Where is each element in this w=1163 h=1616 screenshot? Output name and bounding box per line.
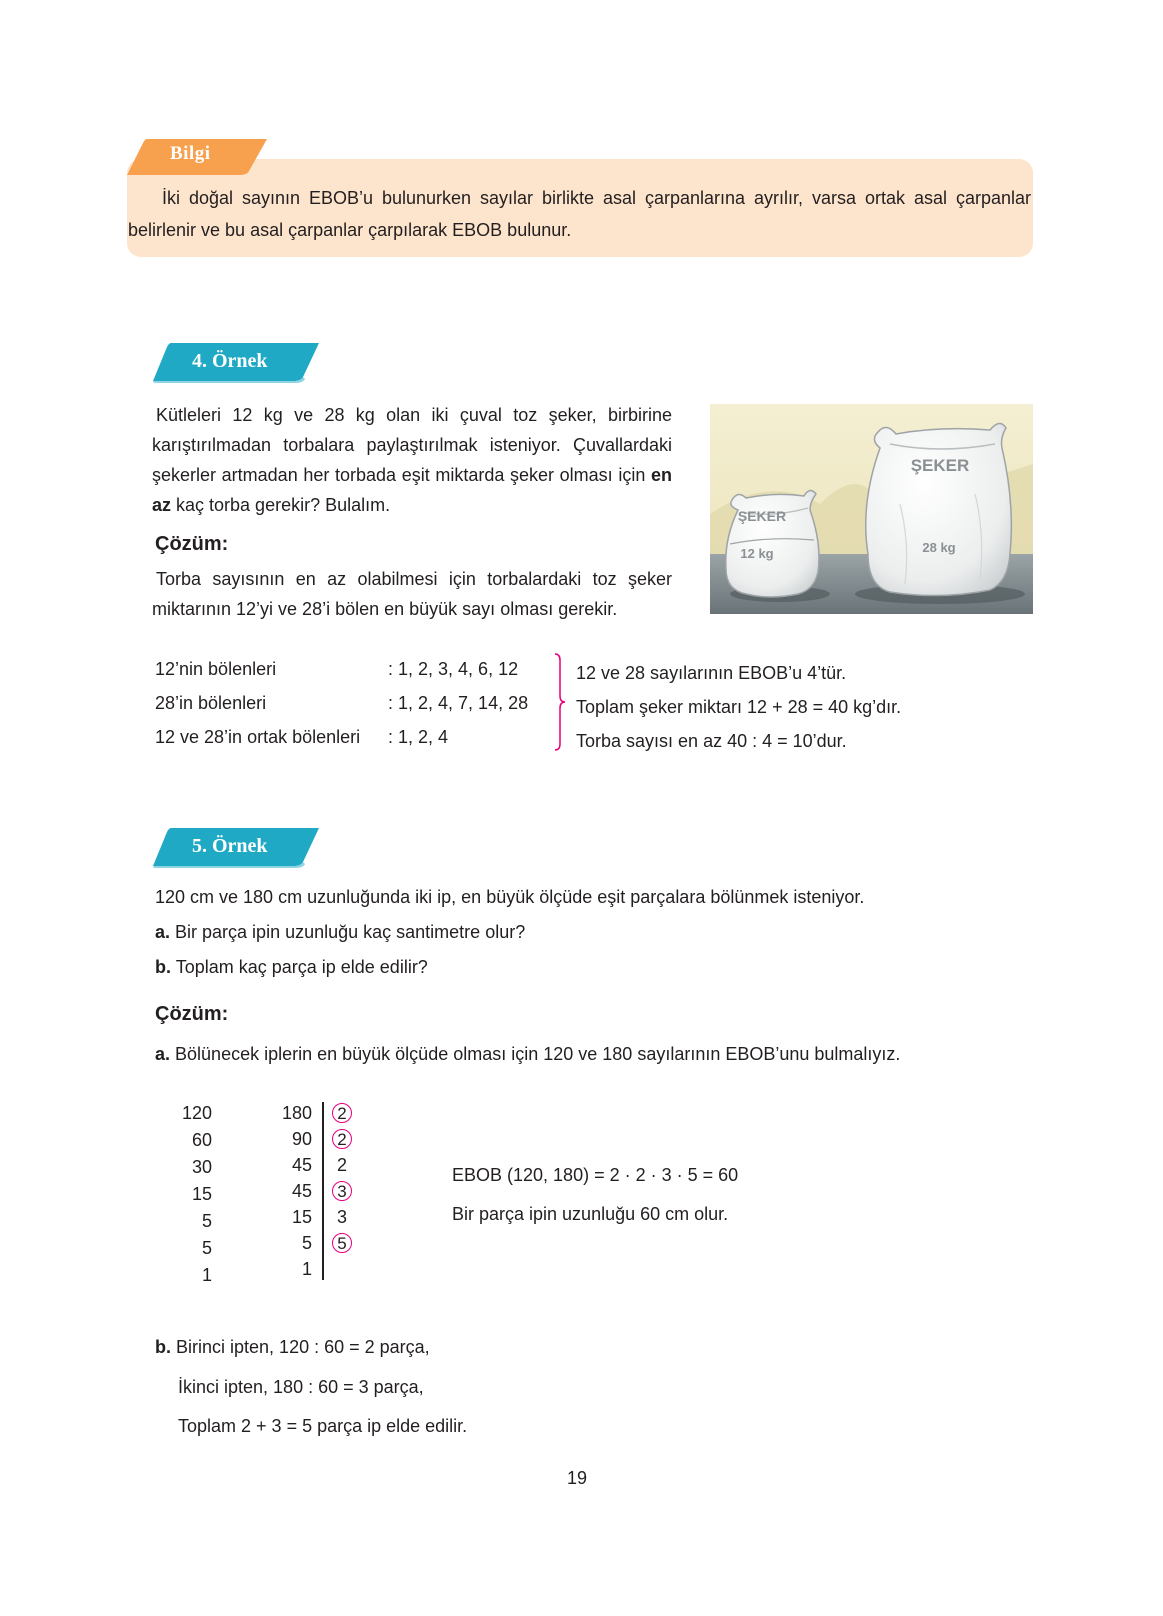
page-number: 19 xyxy=(567,1468,588,1488)
factor: 2 xyxy=(336,1155,347,1175)
solution-b-line-2: İkinci ipten, 180 : 60 = 3 parça, xyxy=(178,1377,424,1397)
example5-solution-title: Çözüm: xyxy=(155,1003,229,1025)
ladder-cell: 1 xyxy=(301,1259,312,1279)
common-divisor-values: : 1, 2, 4 xyxy=(388,727,449,747)
divisor-label-28: 28’in bölenleri xyxy=(155,693,267,713)
info-tab-label: Bilgi xyxy=(170,143,211,164)
ladder-cell: 15 xyxy=(191,1184,212,1204)
divisor-values-12: : 1, 2, 3, 4, 6, 12 xyxy=(388,659,519,679)
solution-a: a. Bölünecek iplerin en büyük ölçüde olması için 120 ve 180 sayılarının EBOB’unu bulmalıyız. xyxy=(155,1044,901,1064)
emphasis-en-az: en az xyxy=(152,465,672,515)
factor-circled: 2 xyxy=(332,1129,352,1149)
example4-solution-text: Torba sayısının en az olabilmesi için torbalardaki toz şeker miktarının 12’yi ve 28’i bölen en büyük sayı olması gerekir. xyxy=(152,569,672,619)
pink-brace xyxy=(553,652,567,752)
example4-tab-label: 4. Örnek xyxy=(192,350,268,372)
question-a: a. Bir parça ipin uzunluğu kaç santimetre olur? xyxy=(155,922,526,942)
divisor-values-28: : 1, 2, 4, 7, 14, 28 xyxy=(388,693,529,713)
ladder-cell: 1 xyxy=(201,1265,212,1285)
total-sugar: Toplam şeker miktarı 12 + 28 = 40 kg’dır. xyxy=(576,697,902,717)
example5-tab-label: 5. Örnek xyxy=(192,835,268,857)
big-sack-label: ŞEKER xyxy=(910,456,970,475)
ebob-result-4: 12 ve 28 sayılarının EBOB’u 4’tür. xyxy=(576,663,847,683)
sugar-sacks-illustration xyxy=(710,404,1033,614)
piece-length: Bir parça ipin uzunluğu 60 cm olur. xyxy=(452,1204,729,1224)
example5-problem: 120 cm ve 180 cm uzunluğunda iki ip, en büyük ölçüde eşit parçalara bölünmek isteniyor. xyxy=(155,887,865,907)
divisor-label-12: 12’nin bölenleri xyxy=(155,659,277,679)
solution-b-line-1: b. Birinci ipten, 120 : 60 = 2 parça, xyxy=(155,1337,430,1357)
ladder-cell: 120 xyxy=(181,1103,212,1123)
factor-circled: 5 xyxy=(332,1233,352,1253)
ladder-cell: 90 xyxy=(291,1129,312,1149)
ladder-cell: 5 xyxy=(201,1238,212,1258)
ladder-cell: 60 xyxy=(191,1130,212,1150)
ladder-cell: 15 xyxy=(291,1207,312,1227)
ladder-cell: 180 xyxy=(281,1103,312,1123)
solution-b-line-3: Toplam 2 + 3 = 5 parça ip elde edilir. xyxy=(178,1416,468,1436)
big-sack-weight: 28 kg xyxy=(922,540,956,555)
ladder-cell: 30 xyxy=(191,1157,212,1177)
ladder-factors xyxy=(330,1100,354,1256)
ladder-divider-line xyxy=(322,1102,324,1280)
factor: 3 xyxy=(336,1207,347,1227)
small-sack-label: ŞEKER xyxy=(737,508,787,524)
factor-circled: 2 xyxy=(332,1103,352,1123)
ladder-cell: 5 xyxy=(301,1233,312,1253)
question-b: b. Toplam kaç parça ip elde edilir? xyxy=(155,957,428,977)
min-bags: Torba sayısı en az 40 : 4 = 10’dur. xyxy=(576,731,847,751)
ladder-cell: 5 xyxy=(201,1211,212,1231)
ebob-120-180: EBOB (120, 180) = 2 · 2 · 3 · 5 = 60 xyxy=(452,1165,739,1185)
ladder-column-180 xyxy=(260,1100,312,1282)
ladder-cell: 45 xyxy=(291,1155,312,1175)
example4-solution-title: Çözüm: xyxy=(155,533,229,555)
common-divisor-label: 12 ve 28’in ortak bölenleri xyxy=(155,727,361,747)
info-text: İki doğal sayının EBOB’u bulunurken sayılar birlikte asal çarpanlarına ayrılır, varsa ortak asal çarpanlar belirlenir ve bu asal çarpanlar çarpılarak EBOB bulunur. xyxy=(128,188,1031,240)
example4-problem: Kütleleri 12 kg ve 28 kg olan iki çuval toz şeker, birbirine karıştırılmadan torbalara paylaştırılmak isteniyor. Çuvallardaki şekerler artmadan her torbada eşit miktarda şeker olması için en az kaç torba gerekir? Bulalım. xyxy=(152,405,672,515)
factor-circled: 3 xyxy=(332,1181,352,1201)
ladder-cell: 45 xyxy=(291,1181,312,1201)
small-sack-weight: 12 kg xyxy=(740,546,774,561)
ladder-column-120 xyxy=(160,1100,212,1289)
